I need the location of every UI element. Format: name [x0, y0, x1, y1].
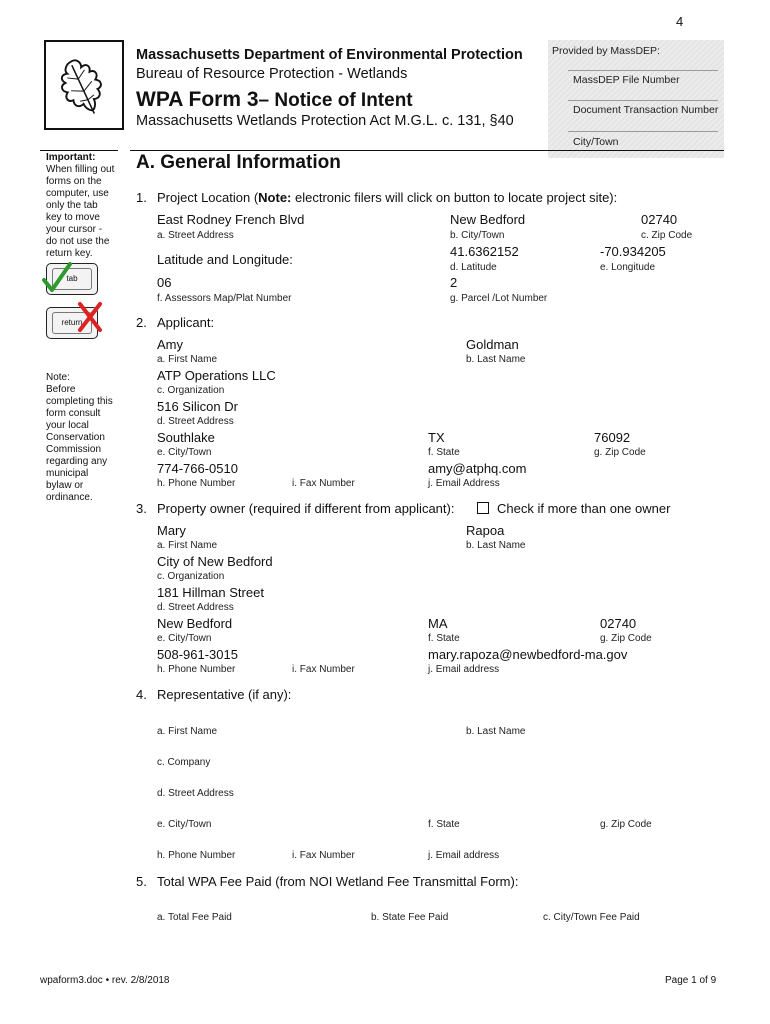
owner-zip-field[interactable]: 02740 [600, 616, 637, 631]
city-town-line [568, 131, 718, 132]
map-plat-label: f. Assessors Map/Plat Number [157, 293, 292, 304]
owner-state-label: f. State [428, 633, 460, 644]
rep-city-label: e. City/Town [157, 819, 212, 830]
applicant-city-field[interactable]: Southlake [157, 430, 215, 445]
form-number: WPA Form 3 [136, 88, 259, 111]
rep-company-label: c. Company [157, 757, 211, 768]
applicant-last-name-label: b. Last Name [466, 354, 526, 365]
owner-city-label: e. City/Town [157, 633, 212, 644]
bureau-name: Bureau of Resource Protection - Wetlands [136, 66, 408, 82]
owner-org-field[interactable]: City of New Bedford [157, 554, 273, 569]
red-x-icon [76, 300, 104, 334]
owner-last-name-label: b. Last Name [466, 540, 526, 551]
parcel-field[interactable]: 2 [450, 275, 458, 290]
q1-number: 1. [136, 190, 147, 205]
sidebar-rule [40, 150, 118, 151]
file-number-line [568, 70, 718, 71]
important-text: When filling out forms on the computer, use only the tab key to move your cursor - do not use the return key. [46, 164, 115, 259]
section-a-rule [130, 150, 724, 151]
longitude-field[interactable]: -70.934205 [600, 244, 666, 259]
applicant-city-label: e. City/Town [157, 447, 212, 458]
footer-doc-revision: wpaform3.doc • rev. 2/8/2018 [40, 975, 170, 986]
rep-last-name-label: b. Last Name [466, 726, 526, 737]
applicant-last-name-field[interactable]: Goldman [466, 337, 519, 352]
state-fee-label: b. State Fee Paid [371, 912, 449, 923]
applicant-org-label: c. Organization [157, 385, 225, 396]
applicant-zip-label: g. Zip Code [594, 447, 646, 458]
city-town-fee-label: c. City/Town Fee Paid [543, 912, 640, 923]
owner-first-name-field[interactable]: Mary [157, 523, 186, 538]
owner-org-label: c. Organization [157, 571, 225, 582]
q3-text: Property owner (required if different from applicant): [157, 501, 455, 516]
owner-first-name-label: a. First Name [157, 540, 218, 551]
owner-state-field[interactable]: MA [428, 616, 448, 631]
provided-by-label: Provided by MassDEP: [552, 45, 660, 57]
city-town-label: City/Town [573, 136, 619, 148]
rep-state-label: f. State [428, 819, 460, 830]
rep-email-label: j. Email address [428, 850, 500, 861]
q3-number: 3. [136, 501, 147, 516]
latitude-label: d. Latitude [450, 262, 497, 273]
q2-text: Applicant: [157, 315, 215, 330]
rep-first-name-label: a. First Name [157, 726, 218, 737]
project-street-label: a. Street Address [157, 230, 234, 241]
form-title [136, 88, 413, 112]
applicant-state-label: f. State [428, 447, 460, 458]
project-zip-field[interactable]: 02740 [641, 212, 678, 227]
applicant-zip-field[interactable]: 76092 [594, 430, 631, 445]
owner-city-field[interactable]: New Bedford [157, 616, 233, 631]
massdep-oak-leaf-logo [44, 40, 124, 130]
parcel-label: g. Parcel /Lot Number [450, 293, 548, 304]
applicant-state-field[interactable]: TX [428, 430, 445, 445]
file-number-label: MassDEP File Number [573, 74, 680, 86]
project-zip-label: c. Zip Code [641, 230, 693, 241]
tab-key-label: tab [52, 268, 92, 290]
lat-long-label: Latitude and Longitude: [157, 252, 293, 267]
owner-last-name-field[interactable]: Rapoa [466, 523, 505, 538]
q1-text [157, 190, 617, 205]
more-than-one-owner-checkbox[interactable] [477, 502, 489, 514]
page-number: 4 [676, 14, 684, 29]
footer-page-count: Page 1 of 9 [665, 975, 717, 986]
q1-text-post: electronic filers will click on button to locate project site): [291, 190, 618, 205]
owner-phone-label: h. Phone Number [157, 664, 236, 675]
owner-street-label: d. Street Address [157, 602, 234, 613]
project-city-label: b. City/Town [450, 230, 505, 241]
oak-leaf-icon [46, 42, 122, 128]
rep-zip-label: g. Zip Code [600, 819, 652, 830]
applicant-org-field[interactable]: ATP Operations LLC [157, 368, 276, 383]
transaction-number-line [568, 100, 718, 101]
rep-fax-label: i. Fax Number [292, 850, 355, 861]
checkmark-icon [40, 260, 74, 296]
applicant-first-name-label: a. First Name [157, 354, 218, 365]
applicant-street-field[interactable]: 516 Silicon Dr [157, 399, 238, 414]
section-a-title: A. General Information [136, 152, 341, 173]
map-plat-field[interactable]: 06 [157, 275, 172, 290]
applicant-first-name-field[interactable]: Amy [157, 337, 183, 352]
act-reference: Massachusetts Wetlands Protection Act M.G.L. c. 131, §40 [136, 113, 514, 129]
owner-email-field[interactable]: mary.rapoza@newbedford-ma.gov [428, 647, 628, 662]
owner-zip-label: g. Zip Code [600, 633, 652, 644]
note-title: Note: [46, 372, 70, 383]
more-than-one-owner-label: Check if more than one owner [497, 501, 671, 516]
applicant-street-label: d. Street Address [157, 416, 234, 427]
owner-fax-label: i. Fax Number [292, 664, 355, 675]
rep-street-label: d. Street Address [157, 788, 234, 799]
massdep-provided-box [548, 40, 724, 158]
owner-phone-field[interactable]: 508-961-3015 [157, 647, 238, 662]
q2-number: 2. [136, 315, 147, 330]
applicant-email-field[interactable]: amy@atphq.com [428, 461, 527, 476]
q5-number: 5. [136, 874, 147, 889]
q4-text: Representative (if any): [157, 687, 292, 702]
applicant-email-label: j. Email Address [428, 478, 500, 489]
q1-text-pre: Project Location ( [157, 190, 259, 205]
owner-email-label: j. Email address [428, 664, 500, 675]
q4-number: 4. [136, 687, 147, 702]
project-street-field[interactable]: East Rodney French Blvd [157, 212, 305, 227]
q5-text: Total WPA Fee Paid (from NOI Wetland Fee Transmittal Form): [157, 874, 519, 889]
return-key-label: return [52, 312, 92, 334]
longitude-label: e. Longitude [600, 262, 656, 273]
applicant-phone-label: h. Phone Number [157, 478, 236, 489]
transaction-number-label: Document Transaction Number [573, 104, 719, 116]
applicant-fax-label: i. Fax Number [292, 478, 355, 489]
rep-phone-label: h. Phone Number [157, 850, 236, 861]
owner-street-field[interactable]: 181 Hillman Street [157, 585, 264, 600]
important-title: Important: [46, 152, 96, 163]
form-subtitle: – Notice of Intent [258, 90, 413, 111]
total-fee-label: a. Total Fee Paid [157, 912, 232, 923]
agency-name: Massachusetts Department of Environmental Protection [136, 47, 523, 63]
applicant-phone-field[interactable]: 774-766-0510 [157, 461, 238, 476]
note-text: Before completing this form consult your local Conservation Commission regarding any municipal bylaw or ordinance. [46, 384, 113, 503]
project-city-field[interactable]: New Bedford [450, 212, 526, 227]
latitude-field[interactable]: 41.6362152 [450, 244, 519, 259]
q1-note-bold: Note: [258, 190, 292, 205]
